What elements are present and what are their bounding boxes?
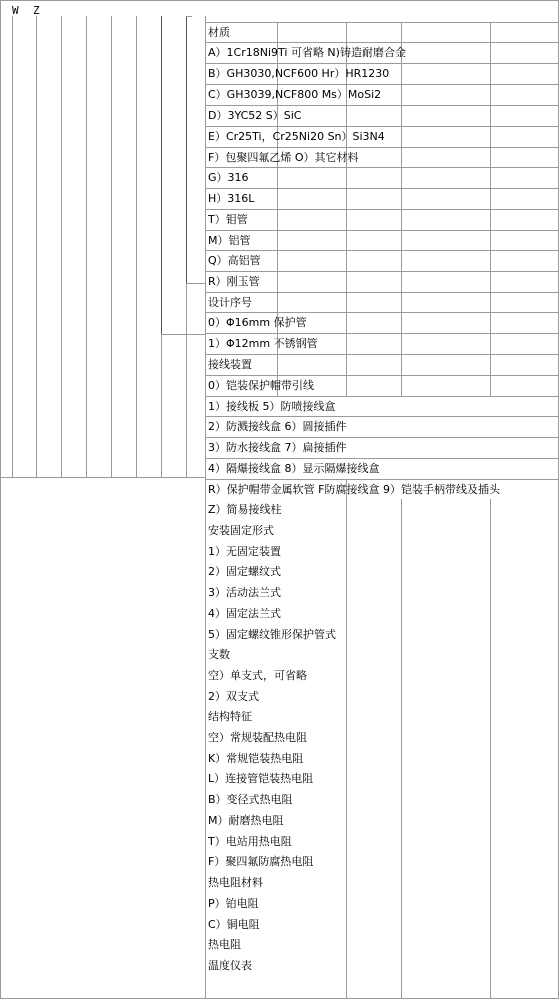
code-option-row: F）聚四氟防腐热电阻 <box>208 855 314 868</box>
code-option-row: C）铜电阻 <box>208 918 260 931</box>
grid-column-line <box>346 188 347 396</box>
description-row-divider <box>205 230 558 231</box>
code-option-row: G）316 <box>208 171 249 184</box>
code-option-row: L）连接管铠装热电阻 <box>208 772 314 785</box>
grid-column-line <box>346 479 347 999</box>
code-option-row: 2）双支式 <box>208 690 259 703</box>
grid-column-line <box>490 499 491 999</box>
code-option-row: 0）Φ16mm 保护管 <box>208 316 307 329</box>
code-option-row: 1）Φ12mm 不锈钢管 <box>208 337 318 350</box>
description-row-divider <box>205 188 558 189</box>
grid-column-line <box>401 499 402 999</box>
grid-column-line <box>277 188 278 396</box>
code-option-row: 1）接线板 5）防喷接线盒 <box>208 400 336 413</box>
code-option-row: 安装固定形式 <box>208 524 274 537</box>
code-column-line <box>86 16 87 477</box>
code-option-row: A）1Cr18Ni9Ti 可省略 N)铸造耐磨合金 <box>208 46 406 59</box>
connector-r-h <box>186 283 206 284</box>
description-row-divider <box>205 22 558 23</box>
code-option-row: M）铝管 <box>208 234 251 247</box>
code-option-row: 材质 <box>208 26 230 39</box>
code-option-row: B）GH3030,NCF600 Hr）HR1230 <box>208 67 390 80</box>
table-bottom-border <box>0 998 559 999</box>
connector-design <box>161 16 162 334</box>
code-option-row: E）Cr25Ti，Cr25Ni20 Sn）Si3N4 <box>208 130 385 143</box>
code-option-row: 设计序号 <box>208 296 252 309</box>
code-option-row: 4）隔爆接线盒 8）显示隔爆接线盒 <box>208 462 380 475</box>
code-option-row: P）铂电阻 <box>208 897 259 910</box>
code-column-line <box>61 16 62 477</box>
code-option-row: M）耐磨热电阻 <box>208 814 284 827</box>
code-column-line <box>111 16 112 477</box>
code-option-row: T）电站用热电阻 <box>208 835 292 848</box>
code-option-row: 0）铠装保护帽带引线 <box>208 379 314 392</box>
code-option-row: 4）固定法兰式 <box>208 607 281 620</box>
code-option-row: 温度仪表 <box>208 959 252 972</box>
code-option-row: 热电阻材料 <box>208 876 263 889</box>
code-option-row: 3）活动法兰式 <box>208 586 281 599</box>
code-option-row: 支数 <box>208 648 230 661</box>
code-option-row: Z）简易接线柱 <box>208 503 282 516</box>
code-option-row: 接线装置 <box>208 358 252 371</box>
code-column-line <box>36 16 37 477</box>
table-right-border <box>558 0 559 999</box>
grid-column-line <box>401 188 402 396</box>
code-option-row: D）3YC52 S）SiC <box>208 109 302 122</box>
code-option-row: R）刚玉管 <box>208 275 260 288</box>
code-column-line <box>136 16 137 477</box>
description-row-divider <box>205 292 558 293</box>
description-row-divider <box>205 354 558 355</box>
grid-column-line <box>490 188 491 396</box>
code-option-row: 2）固定螺纹式 <box>208 565 281 578</box>
code-letter-w: W <box>12 4 19 17</box>
code-option-row: B）变径式热电阻 <box>208 793 293 806</box>
grid-column-line <box>490 22 491 188</box>
code-letter-z: Z <box>33 4 40 17</box>
code-option-row: 结构特征 <box>208 710 252 723</box>
code-option-row: 2）防溅接线盒 6）圆接插件 <box>208 420 347 433</box>
code-option-row: 3）防水接线盒 7）扁接插件 <box>208 441 347 454</box>
code-option-row: K）常规铠装热电阻 <box>208 752 304 765</box>
table-top-border <box>0 0 559 1</box>
description-column-left <box>205 16 206 999</box>
code-option-row: R）保护帽带金属软管 F防腐接线盒 9）铠装手柄带线及插头 <box>208 483 500 496</box>
description-row-divider <box>205 209 558 210</box>
code-option-row: T）钼管 <box>208 213 248 226</box>
code-option-row: 空）单支式，可省略 <box>208 669 307 682</box>
connector-r <box>186 16 187 284</box>
left-block-bottom <box>0 477 205 478</box>
code-column-line <box>12 16 13 477</box>
code-option-row: F）包聚四氟乙烯 O）其它材料 <box>208 151 359 164</box>
table-left-border <box>0 0 1 999</box>
code-option-row: H）316L <box>208 192 255 205</box>
connector-design-h <box>161 334 206 335</box>
code-option-row: C）GH3039,NCF800 Ms）MoSi2 <box>208 88 382 101</box>
code-option-row: 1）无固定装置 <box>208 545 281 558</box>
code-option-row: 5）固定螺纹锥形保护管式 <box>208 628 336 641</box>
code-option-row: Q）高铝管 <box>208 254 261 267</box>
connector-tip-top <box>186 16 192 17</box>
code-option-row: 空）常规装配热电阻 <box>208 731 307 744</box>
code-option-row: 热电阻 <box>208 938 241 951</box>
